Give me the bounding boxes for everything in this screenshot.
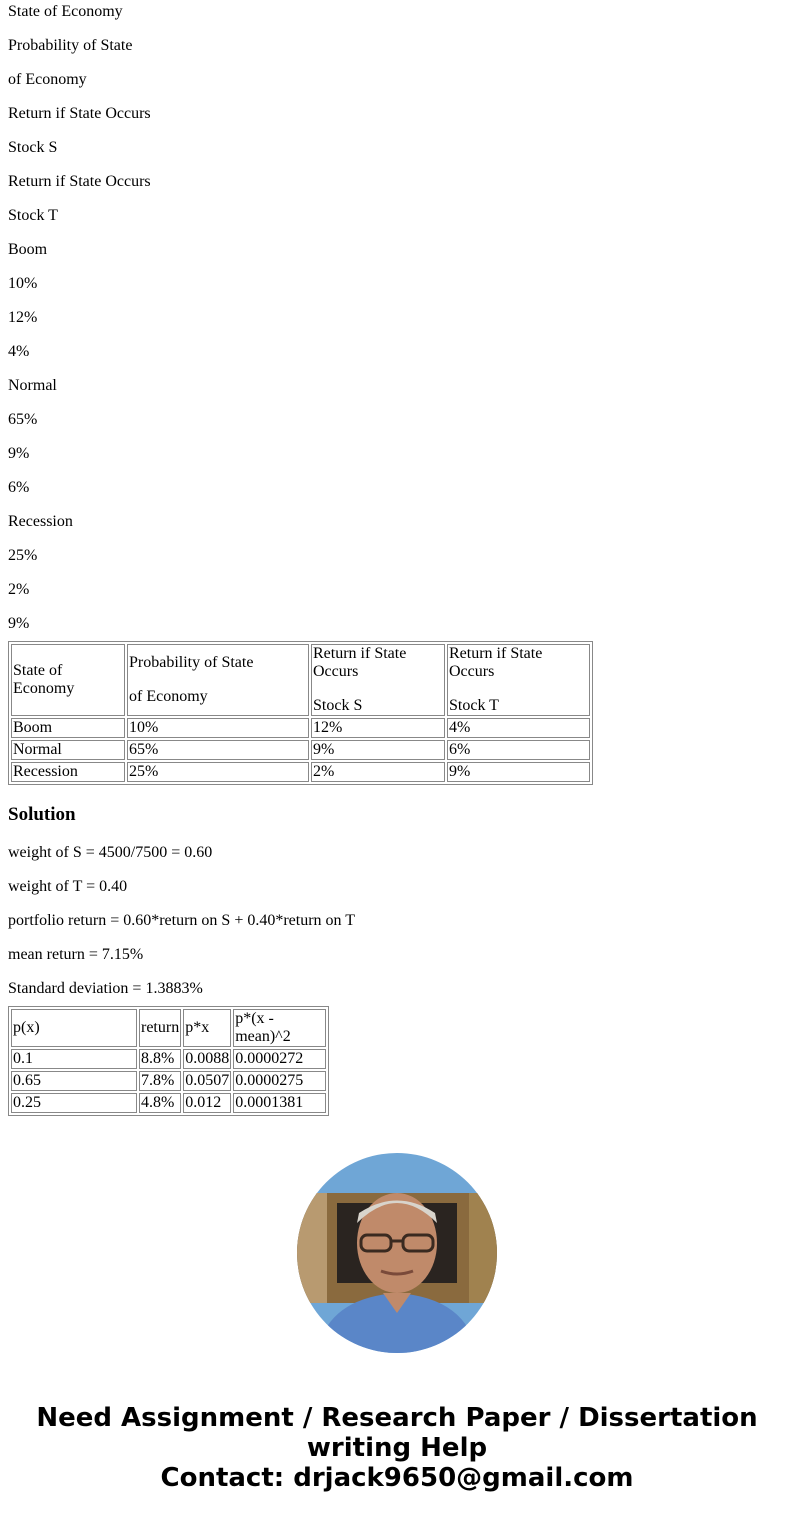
table-cell: Boom [11, 718, 125, 738]
intro-line: 25% [8, 547, 38, 564]
header-cell: p*x [183, 1009, 231, 1047]
table-cell: 6% [447, 740, 590, 760]
intro-line: Return if State Occurs [8, 173, 151, 190]
intro-line: Probability of State [8, 37, 133, 54]
promo-line: Need Assignment / Research Paper / Dissertation [36, 1403, 758, 1433]
intro-line: Recession [8, 513, 73, 530]
header-cell-probability [127, 644, 309, 716]
solution-heading: Solution [8, 804, 76, 825]
table-cell: 12% [311, 718, 445, 738]
table-row [11, 1093, 326, 1113]
table-cell: 25% [127, 762, 309, 782]
table-cell: 2% [311, 762, 445, 782]
solution-line: weight of T = 0.40 [8, 878, 128, 895]
intro-line: 9% [8, 615, 30, 632]
table-header-row [11, 644, 590, 716]
header-t-line1: Return if State Occurs [449, 645, 543, 680]
table-cell: 0.0088 [185, 1050, 230, 1067]
intro-line: 2% [8, 581, 30, 598]
solution-line: mean return = 7.15% [8, 946, 144, 963]
promo-banner [0, 1403, 794, 1493]
intro-line: 6% [8, 479, 30, 496]
table-cell: 0.0507 [185, 1072, 230, 1089]
header-cell: p(x) [11, 1009, 137, 1047]
intro-line: 9% [8, 445, 30, 462]
intro-line: 65% [8, 411, 38, 428]
header-s-line1: Return if State Occurs [313, 645, 407, 680]
header-t-line2: Stock T [449, 697, 499, 714]
header-cell-stock-s [311, 644, 445, 716]
table-row [11, 762, 590, 782]
avatar-portrait-icon [297, 1153, 497, 1353]
header-cell-state: State of Economy [11, 644, 125, 716]
avatar [297, 1153, 497, 1353]
intro-line: 4% [8, 343, 30, 360]
table-cell: Recession [11, 762, 125, 782]
solution-line: Standard deviation = 1.3883% [8, 980, 203, 997]
economy-table [8, 641, 593, 785]
table-cell: 9% [311, 740, 445, 760]
table-row [11, 1049, 326, 1069]
intro-line: Normal [8, 377, 57, 394]
header-cell: p*(x - mean)^2 [233, 1009, 326, 1047]
header-cell: return [139, 1009, 181, 1047]
calc-table [8, 1006, 329, 1116]
table-cell: 8.8% [139, 1049, 181, 1069]
solution-line: portfolio return = 0.60*return on S + 0.40*return on T [8, 912, 356, 929]
intro-line: 12% [8, 309, 38, 326]
intro-line: Stock T [8, 207, 58, 224]
intro-line: Boom [8, 241, 48, 258]
header-prob-line1: Probability of State [129, 654, 254, 671]
table-cell: Normal [11, 740, 125, 760]
header-cell-stock-t [447, 644, 590, 716]
intro-line: of Economy [8, 71, 87, 88]
table-cell: 0.0000275 [233, 1071, 326, 1091]
table-cell: 0.0000272 [233, 1049, 326, 1069]
table-cell: 0.0001381 [233, 1093, 326, 1113]
intro-text [8, 3, 786, 641]
table-cell: 4% [447, 718, 590, 738]
table-header-row [11, 1009, 326, 1047]
table-cell: 0.25 [11, 1093, 137, 1113]
solution-line: weight of S = 4500/7500 = 0.60 [8, 844, 213, 861]
table-row [11, 740, 590, 760]
header-prob-line2: of Economy [129, 688, 208, 705]
intro-line: Stock S [8, 139, 58, 156]
promo-contact: Contact: drjack9650@gmail.com [160, 1463, 634, 1493]
table-cell: 10% [127, 718, 309, 738]
table-cell: 65% [127, 740, 309, 760]
table-cell: 0.012 [183, 1093, 231, 1113]
table-cell: 0.1 [11, 1049, 137, 1069]
table-cell: 4.8% [139, 1093, 181, 1113]
intro-line: Return if State Occurs [8, 105, 151, 122]
table-row [11, 1071, 326, 1091]
table-cell: 7.8% [139, 1071, 181, 1091]
intro-line: 10% [8, 275, 38, 292]
table-row [11, 718, 590, 738]
solution-text [8, 844, 786, 1006]
intro-line: State of Economy [8, 3, 123, 20]
table-cell: 9% [447, 762, 590, 782]
header-s-line2: Stock S [313, 697, 363, 714]
promo-line: writing Help [306, 1433, 488, 1463]
table-cell: 0.65 [11, 1071, 137, 1091]
